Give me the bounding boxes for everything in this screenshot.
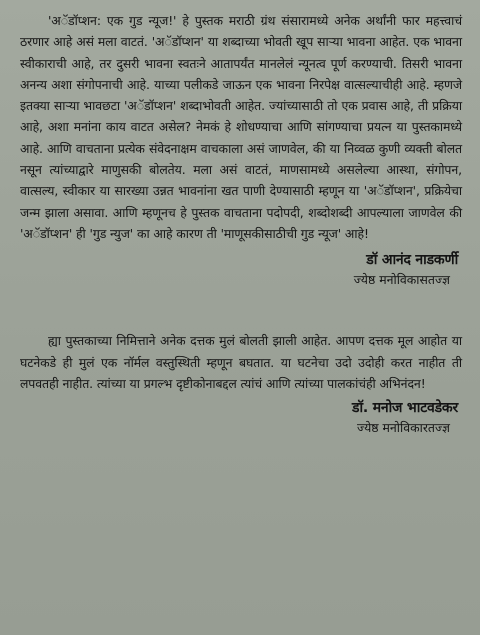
signature-block-2 bbox=[20, 398, 462, 438]
author-title-1: ज्येष्ठ मनोविकासतज्ज्ञ bbox=[353, 272, 450, 288]
author-title-2: ज्येष्ठ मनोविकारतज्ज्ञ bbox=[357, 420, 450, 436]
foreword-section-2 bbox=[20, 330, 462, 438]
author-name-1: डॉ आनंद नाडकर्णी bbox=[366, 252, 458, 269]
foreword-section-1 bbox=[20, 10, 462, 290]
foreword-paragraph-2: ह्या पुस्तकाच्या निमित्ताने अनेक दत्तक मुलं बोलती झाली आहेत. आपण दत्तक मूल आहोत या घटनेकडे ही मुलं एक नॉर्मल वस्तुस्थिती म्हणून बघतात. या घटनेचा उदो उदोही करत नाहीत ती लपवतही नाहीत. त्यांच्या या प्रगल्भ दृष्टीकोनाबद्दल त्यांचं आणि त्यांच्या पालकांचंही अभिनंदन! bbox=[20, 333, 462, 391]
signature-block-1 bbox=[20, 250, 462, 290]
author-name-2: डॉ. मनोज भाटवडेकर bbox=[351, 400, 458, 417]
section-gap bbox=[20, 290, 462, 330]
foreword-paragraph-1: 'अॅडॉप्शन: एक गुड न्यूज!' हे पुस्तक मराठी ग्रंथ संसारामध्ये अनेक अर्थांनी फार महत्त्वाचं ठरणार आहे असं मला वाटतं. 'अॅडॉप्शन' या शब्दाच्या भोवती खूप साऱ्या भावना आहेत. एक भावना स्वीकाराची आहे, तर दुसरी भावना स्वतःने आतापर्यंत मानलेलं न्यूनत्व पूर्ण करण्याची. तिसरी भावना अनन्य अशा संगोपनाची आहे. याच्या पलीकडे जाऊन एक भावना निरपेक्ष वात्सल्याचीही आहे. म्हणजे इतक्या साऱ्या भावछटा 'अॅडॉप्शन' शब्दाभोवती आहेत. ज्यांच्यासाठी तो एक प्रवास आहे, ती प्रक्रिया आहे, अशा मनांना काय वाटत असेल? नेमकं हे शोधण्याचा आणि सांगण्याचा प्रयत्न या पुस्तकामध्ये आहे. आणि वाचताना प्रत्येक संवेदनाक्षम वाचकाला असं जाणवेल, की या निव्वळ कुणी व्यक्ती बोलत नसून त्यांच्याद्वारे माणुसकी बोलतेय. मला असं वाटतं, माणसामध्ये असलेल्या आस्था, संगोपन, वात्सल्य, स्वीकार या सारख्या उन्नत भावनांना खत पाणी देण्यासाठी म्हणून या 'अॅडॉप्शन', प्रक्रियेचा जन्म झाला असावा. आणि म्हणूनच हे पुस्तक वाचताना पदोपदी, शब्दोशब्दी आपल्याला जाणवेल की 'अॅडॉप्शन' ही 'गुड न्युज' का आहे कारण ती 'माणूसकीसाठीची गुड न्यूज' आहे! bbox=[20, 13, 462, 241]
